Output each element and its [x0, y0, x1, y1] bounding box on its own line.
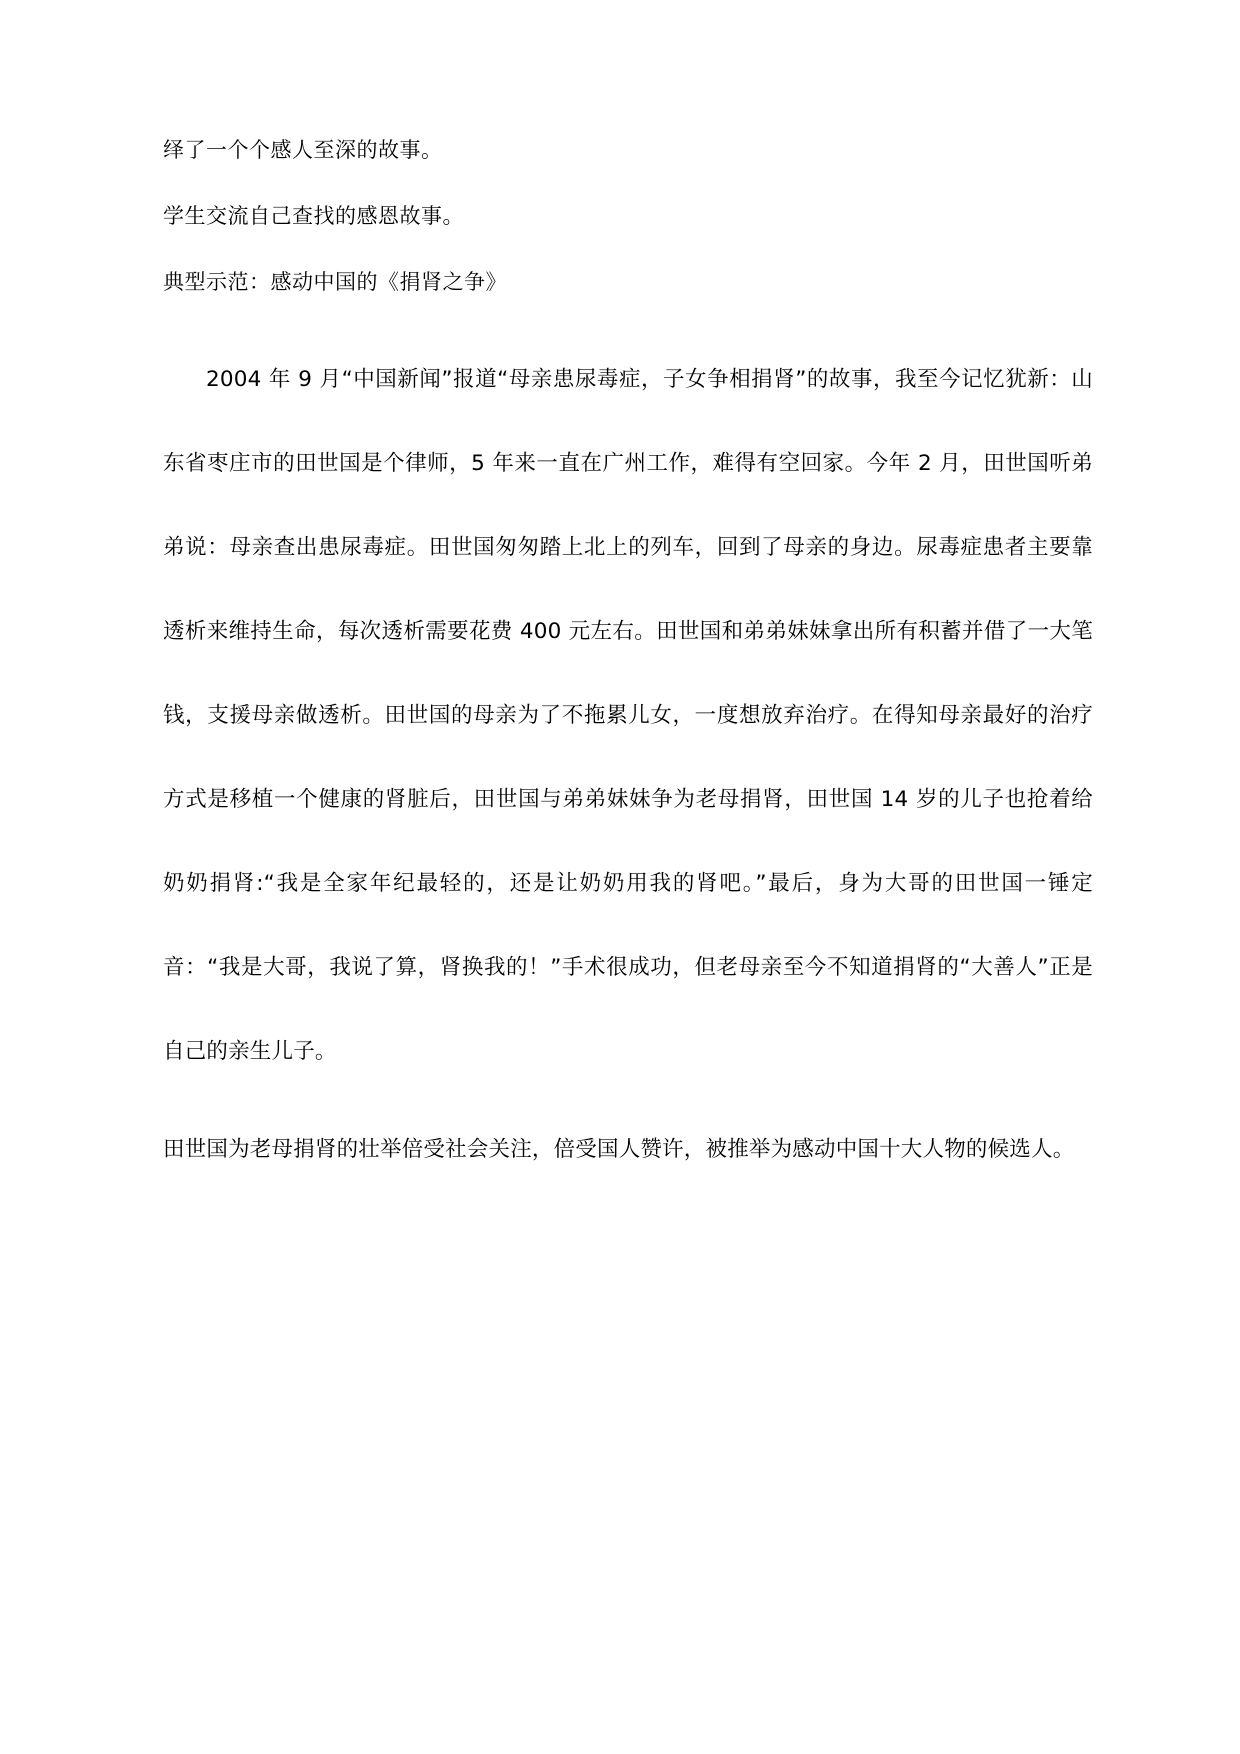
document-body — [163, 140, 1093, 1192]
paragraph-main-story: 2004 年 9 月“中国新闻”报道“母亲患尿毒症，子女争相捐肾”的故事，我至今记忆犹新：山东省枣庄市的田世国是个律师，5 年来一直在广州工作，难得有空回家。今年 2 月，田世国听弟弟说：母亲查出患尿毒症。田世国匆匆踏上北上的列车，回到了母亲的身边。尿毒症患者主要靠透析来维持生命，每次透析需要花费 400 元左右。田世国和弟弟妹妹拿出所有积蓄并借了一大笔钱，支援母亲做透析。田世国的母亲为了不拖累儿女，一度想放弃治疗。在得知母亲最好的治疗方式是移植一个健康的肾脏后，田世国与弟弟妹妹争为老母捐肾，田世国 14 岁的儿子也抢着给奶奶捐肾:“我是全家年纪最轻的，还是让奶奶用我的肾吧。”最后，身为大哥的田世国一锤定音：“我是大哥，我说了算，肾换我的！”手术很成功，但老母亲至今不知道捐肾的“大善人”正是自己的亲生儿子。 — [163, 367, 1093, 1064]
paragraph-intro-1: 绎了一个个感人至深的故事。 — [163, 138, 443, 162]
paragraph-intro-2: 学生交流自己查找的感恩故事。 — [163, 204, 464, 228]
paragraph-intro-3: 典型示范：感动中国的《捐肾之争》 — [163, 270, 507, 294]
paragraph-closing: 田世国为老母捐肾的壮举倍受社会关注，倍受国人赞许，被推举为感动中国十大人物的候选人。 — [163, 1137, 1075, 1162]
